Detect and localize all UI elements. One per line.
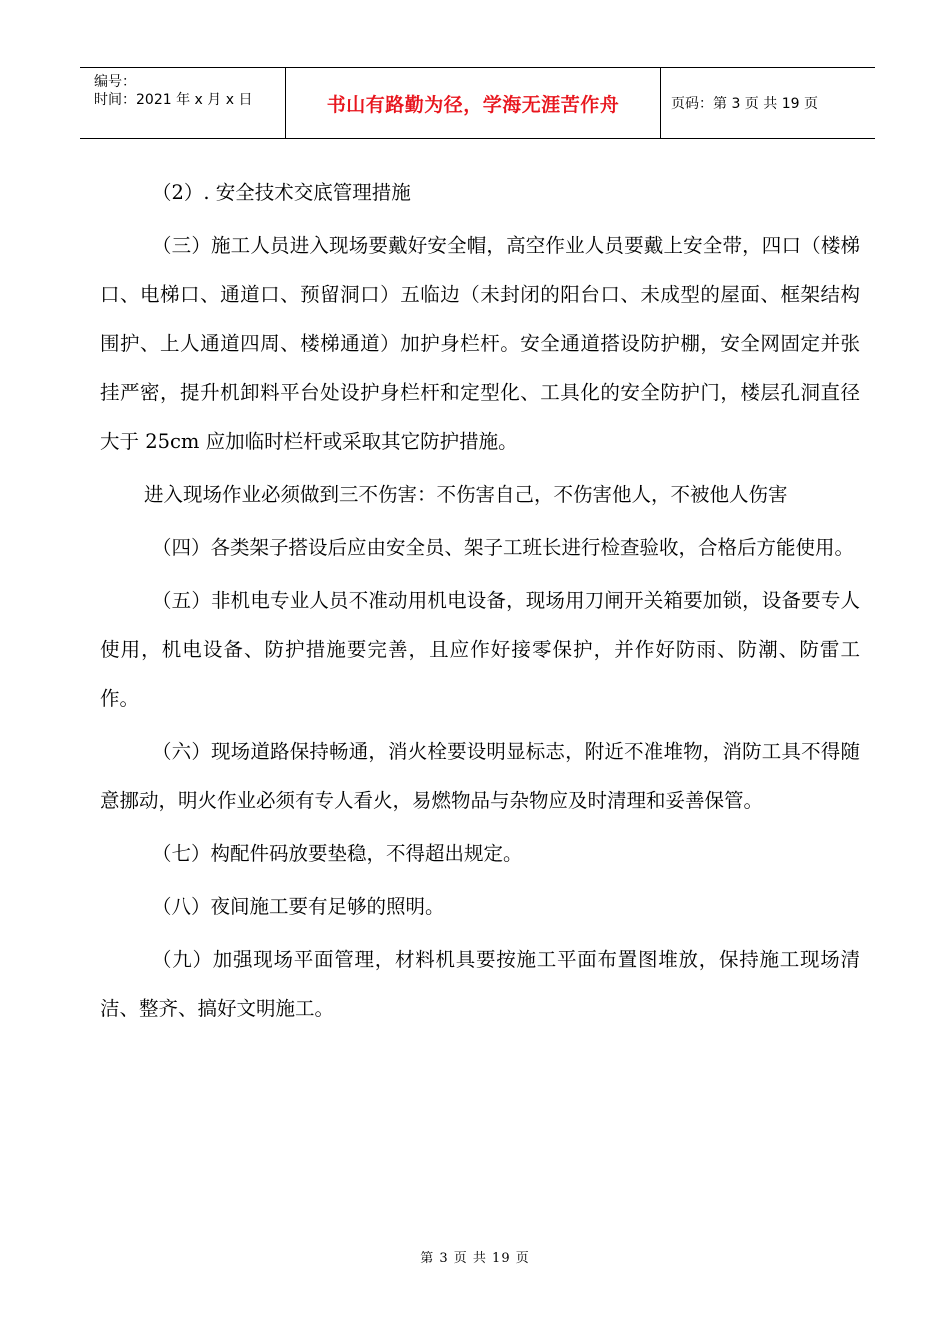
- document-number-label: 编号：: [94, 74, 136, 90]
- paragraph-item-4: （四）各类架子搭设后应由安全员、架子工班长进行检查验收，合格后方能使用。: [152, 536, 855, 559]
- footer-page-number: 第 3 页 共 19 页: [420, 1251, 530, 1266]
- page-footer: [0, 1247, 950, 1266]
- document-body: [100, 168, 860, 1037]
- paragraph-three-no-harm: 进入现场作业必须做到三不伤害：不伤害自己，不伤害他人，不被他人伤害: [144, 483, 788, 506]
- paragraph-item-3: （三）施工人员进入现场要戴好安全帽，高空作业人员要戴上安全带，四口（楼梯口、电梯口、通道口、预留洞口）五临边（未封闭的阳台口、未成型的屋面、框架结构围护、上人通道四周、楼梯通道）加护身栏杆。安全通道搭设防护棚，安全网固定并张挂严密，提升机卸料平台处设护身栏杆和定型化、工具化的安全防护门，楼层孔洞直径大于 25cm 应加临时栏杆或采取其它防护措施。: [100, 234, 860, 453]
- paragraph-item-6: （六）现场道路保持畅通，消火栓要设明显标志，附近不准堆物，消防工具不得随意挪动，明火作业必须有专人看火，易燃物品与杂物应及时清理和妥善保管。: [100, 740, 860, 812]
- header-slogan: 书山有路勤为径，学海无涯苦作舟: [326, 93, 620, 116]
- paragraph-item-8: （八）夜间施工要有足够的照明。: [152, 895, 445, 918]
- paragraph-item-9: （九）加强现场平面管理，材料机具要按施工平面布置图堆放，保持施工现场清洁、整齐、搞好文明施工。: [100, 948, 860, 1020]
- header-meta: [80, 68, 286, 138]
- page-header: [80, 67, 875, 139]
- header-page-info: 页码：第 3 页 共 19 页: [671, 96, 818, 112]
- header-page-info-cell: [661, 68, 875, 138]
- paragraph-item-7: （七）构配件码放要垫稳，不得超出规定。: [152, 842, 523, 865]
- paragraph-section-heading: （2）. 安全技术交底管理措施: [152, 181, 411, 204]
- header-slogan-cell: [286, 68, 661, 138]
- paragraph-item-5: （五）非机电专业人员不准动用机电设备，现场用刀闸开关箱要加锁，设备要专人使用，机电设备、防护措施要完善，且应作好接零保护，并作好防雨、防潮、防雷工作。: [100, 589, 860, 710]
- document-date: 时间：2021 年 x 月 x 日: [94, 92, 253, 108]
